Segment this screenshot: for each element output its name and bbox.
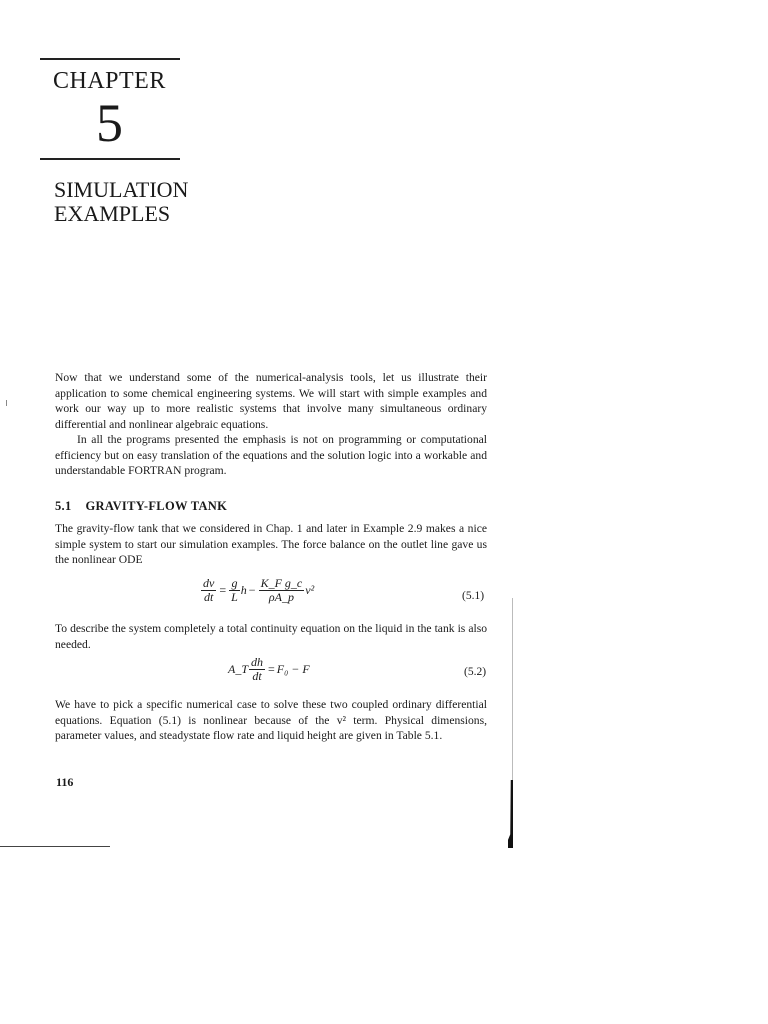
scan-margin-mark-right — [508, 780, 513, 848]
equation-5-2 — [228, 656, 310, 683]
section-paragraph-1 — [55, 521, 487, 568]
intro-paragraph-1: Now that we understand some of the numerical-analysis tools, let us illustrate their application to some chemical engineering systems. We will start with simple examples and work our way up to more realistic systems that involve many simultaneous ordinary differential and nonlinear algebraic equations. — [55, 371, 487, 431]
scan-edge-rule — [0, 846, 110, 847]
page-number: 116 — [56, 775, 74, 789]
equation-number-5-1: (5.1) — [462, 590, 485, 602]
eq2-lhs-den: dt — [252, 669, 262, 683]
eq1-t2-den: ρA_p — [268, 590, 294, 604]
eq2-lhs-fraction — [249, 656, 265, 683]
chapter-title — [54, 178, 354, 226]
eq2-lhs-num: dh — [251, 655, 264, 669]
eq2-rhs: F₀ − F — [276, 662, 310, 676]
eq1-t1-num: g — [229, 577, 240, 591]
section-title: GRAVITY-FLOW TANK — [85, 499, 228, 513]
eq1-t2-num: K_F g_c — [260, 576, 303, 590]
intro-paragraph-2: In all the programs presented the emphasis is not on programming or computational efficiency but on easy translation of the equations and the solution logic into a workable and understandable FORTRAN program. — [55, 433, 487, 477]
chapter-title-line1: SIMULATION — [54, 177, 189, 202]
eq1-term1-fraction — [229, 577, 240, 604]
section-paragraph-3-text: We have to pick a specific numerical case to solve these two coupled ordinary differential equations. Equation (5.1) is nonlinear because of the v² term. Physical dimensions, parameter values, and steadystate flow rate and liquid height are given in Table 5.1. — [55, 698, 487, 742]
eq1-t2-var: v² — [305, 583, 315, 597]
section-paragraph-1-text: The gravity-flow tank that we considered in Chap. 1 and later in Example 2.9 makes a nice simple system to start our simulation examples. The force balance on the outlet line gave us the nonlinear ODE — [55, 522, 487, 566]
eq1-lhs-num: dv — [203, 576, 215, 590]
eq1-minus: − — [248, 583, 256, 597]
section-number: 5.1 — [55, 499, 72, 513]
eq1-lhs-den: dt — [203, 590, 214, 604]
section-heading — [55, 499, 227, 514]
intro-text — [55, 370, 487, 479]
eq1-t1-den: L — [231, 590, 238, 604]
scan-margin-mark-left — [6, 400, 7, 406]
chapter-label: CHAPTER — [53, 68, 166, 94]
section-paragraph-2 — [55, 621, 487, 652]
equation-number-5-2: (5.2) — [464, 666, 487, 678]
eq1-t1-var: h — [240, 583, 247, 597]
chapter-rule-bottom — [40, 158, 180, 160]
chapter-rule-top — [40, 58, 180, 60]
eq1-equals: = — [219, 583, 227, 597]
eq1-lhs-fraction — [201, 577, 216, 604]
eq1-term2-fraction — [259, 577, 305, 604]
section-paragraph-2-text: To describe the system completely a total continuity equation on the liquid in the tank is also needed. — [55, 622, 487, 651]
equation-5-1 — [200, 577, 314, 604]
section-paragraph-3 — [55, 697, 487, 744]
eq2-equals: = — [268, 662, 275, 676]
chapter-number: 5 — [96, 93, 123, 153]
chapter-title-line2: EXAMPLES — [54, 201, 171, 226]
eq2-coef: A_T — [228, 662, 249, 676]
